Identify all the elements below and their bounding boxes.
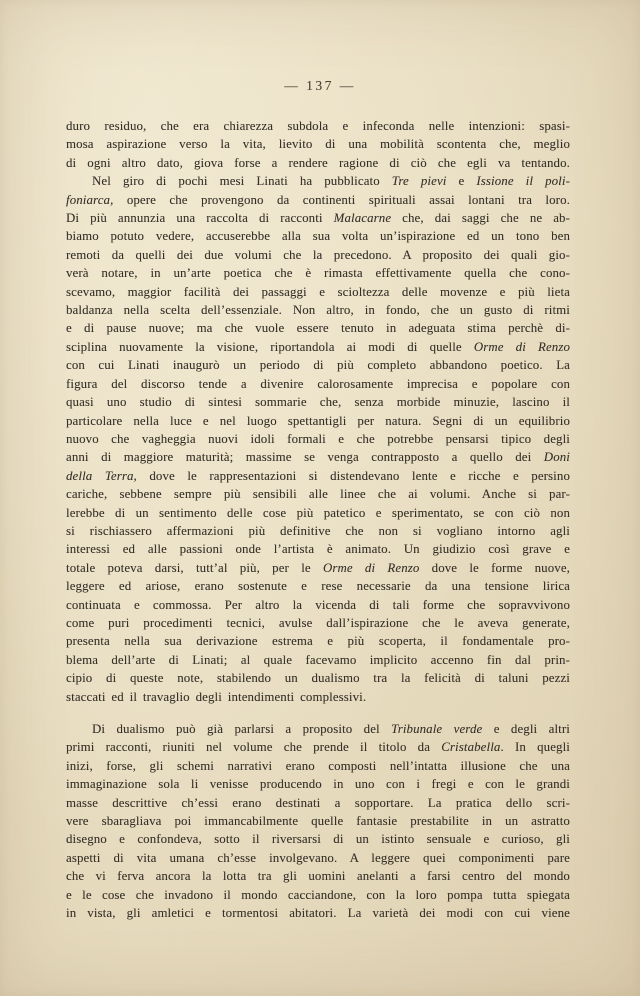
text-segment: sciplina nuovamente la visione, riportandola ai modi di quelle [66, 339, 474, 354]
text-line [66, 448, 570, 466]
text-segment: masse descrittive ch’essi erano destinati a sopportare. La pratica dello scri- [66, 795, 570, 810]
text-line [66, 135, 570, 153]
book-title-italic: Issione il poli- [476, 174, 570, 189]
text-segment: anni di maggiore maturità; massime se venga contrapposto a quello dei [66, 450, 544, 465]
text-segment: vere sbaragliava poi immancabilmente quelle fantasie prestabilite in un astratto [66, 814, 570, 829]
text-segment: inizi, forse, gli schemi narrativi erano composti nell’intatta illusione che una [66, 758, 570, 773]
text-line [66, 467, 570, 485]
text-segment: blema dell’arte di Linati; al quale facevamo implicito accenno fin dal prin- [66, 652, 570, 667]
text-segment: primi racconti, riuniti nel volume che prende il titolo da [66, 740, 442, 755]
text-line [66, 338, 570, 356]
page-number: — 137 — [284, 78, 356, 93]
text-line [66, 632, 570, 650]
text-segment: e di pause nuove; ma che vuole essere tenuto in adeguata stima perchè di- [66, 321, 570, 336]
text-line [66, 117, 570, 135]
text-segment: scevamo, maggior facilità dei passaggi e scioltezza delle movenze e più lieta [66, 284, 570, 299]
text-line [66, 614, 570, 632]
text-line [66, 688, 570, 706]
text-segment: dove le forme nuove, [419, 560, 570, 575]
text-line [66, 867, 570, 885]
book-title-italic: Orme di Renzo [322, 560, 420, 575]
text-line [66, 830, 570, 848]
text-segment: opere che provengono da continenti spirituali assai lontani tra loro. [113, 192, 570, 207]
text-segment: si rischiassero affermazioni più definitive che non si vogliano intorno agli [66, 523, 570, 538]
text-line [66, 283, 570, 301]
text-line [66, 246, 570, 264]
text-block [66, 117, 570, 922]
text-segment: come puri procedimenti tecnici, avulse dall’ispirazione che le aveva generate, [66, 615, 570, 630]
book-title-italic: Tribunale verde [391, 722, 483, 736]
text-line [66, 191, 570, 209]
text-line [66, 812, 570, 830]
text-segment: duro residuo, che era chiarezza subdola e infeconda nelle intenzioni: spasi- [66, 119, 570, 133]
paragraph [66, 172, 570, 706]
text-line [66, 522, 570, 540]
book-title-italic: Orme di Renzo [473, 339, 570, 354]
text-segment: dove le rappresentazioni si distendevano lente e ricche e persino [136, 468, 570, 483]
text-line [66, 886, 570, 904]
text-line [66, 596, 570, 614]
text-segment: che vi ferva ancora la lotta tra gli uomini anelanti a farsi centro del mondo [66, 869, 570, 884]
text-line [66, 559, 570, 577]
text-segment: continuata e commossa. Per altro la vicenda di tali forme che sopravvivono [66, 597, 570, 612]
text-segment: disegno e confondeva, sotto il riversarsi di un istinto sensuale e curioso, gli [66, 832, 570, 847]
text-segment: di ogni altro dato, giova forse a rendere ragione di ciò che egli va tentando. [66, 155, 570, 170]
book-title-italic: Cristabella [441, 740, 501, 755]
text-line [66, 319, 570, 337]
text-segment: mosa aspirazione verso la vita, lievito di una mobilità scontenta che, meglio [66, 137, 570, 152]
text-segment: immaginazione sola li venisse producendo in uno con i fregi e con le grandi [66, 777, 570, 792]
text-segment: particolare nella luce e nel luogo spettantigli per natura. Segni di un equilibrio [66, 413, 570, 428]
text-line [66, 154, 570, 172]
text-segment: in vista, gli amletici e tormentosi abitatori. La varietà dei modi con cui viene [66, 906, 570, 921]
text-segment: aspetti di vita umana ch’esse involgevano. A leggere quei componimenti pare [66, 850, 570, 865]
text-segment: presenta nella sua derivazione estrema e più scoperta, il fondamentale pro- [66, 634, 570, 649]
text-segment: nuovo che vagheggia nuovi idoli formali e che potrebbe pensarsi tipico degli [66, 431, 570, 446]
text-segment: Nel giro di pochi mesi Linati ha pubblicato [92, 174, 392, 189]
text-line [66, 651, 570, 669]
text-line [66, 227, 570, 245]
text-line [66, 540, 570, 558]
text-segment: con cui Linati inaugurò un periodo di più completo abbandono poetico. La [66, 358, 570, 373]
text-segment: e [446, 174, 477, 189]
text-segment: leggere ed ariose, erano sostenute e rese necessarie da una tensione lirica [66, 579, 570, 594]
text-line [66, 577, 570, 595]
text-line [66, 264, 570, 282]
text-segment: Di dualismo può già parlarsi a proposito del [92, 722, 392, 736]
text-segment: lerebbe di un sentimento delle cose più patetico e sperimentato, se con ciò non [66, 505, 570, 520]
text-line [66, 775, 570, 793]
text-segment: interessi ed alle passioni onde l’artista è animato. Un giudizio così grave e [66, 542, 570, 557]
text-line [66, 209, 570, 227]
text-line [66, 356, 570, 374]
text-segment: cipio di queste note, stabilendo un dualismo tra la felicità di taluni pezzi [66, 671, 570, 686]
text-segment: cariche, sebbene sempre più sensibili alle linee che ai volumi. Anche si par- [66, 487, 570, 502]
text-segment: figura del discorso tende a divenire calorosamente imprecisa e popolare con [66, 376, 570, 391]
text-line [66, 393, 570, 411]
book-title-italic: Doni [543, 450, 570, 465]
book-title-italic: foniarca, [66, 192, 114, 207]
text-segment: remoti da quelli dei due volumi che la precedono. A proposito dei quali gio- [66, 247, 570, 262]
text-segment: e le cose che invadono il mondo cacciandone, con la loro pompa tutta spiegata [66, 887, 570, 902]
text-segment: staccati ed il travaglio degli intendimenti complessivi. [66, 689, 367, 704]
text-segment: . In quegli [500, 740, 570, 755]
text-line [66, 849, 570, 867]
text-line [66, 904, 570, 922]
text-line [66, 504, 570, 522]
text-segment: Di più annunzia una raccolta di racconti [66, 211, 334, 226]
text-line [66, 757, 570, 775]
text-line [66, 794, 570, 812]
text-line [66, 738, 570, 756]
text-line [66, 669, 570, 687]
text-segment: baldanza nella scelta dell’essenziale. Non altro, in fondo, che un gusto di ritmi [66, 303, 570, 318]
text-segment: quasi uno studio di sintesi sommarie che, senza morbide minuzie, lascino il [66, 395, 570, 410]
text-line [66, 375, 570, 393]
text-line [66, 485, 570, 503]
text-segment: totale poteva darsi, tutt’al più, per le [66, 560, 323, 575]
text-segment: verà notare, in un’arte poetica che è rimasta effettivamente quella che cono- [66, 266, 570, 281]
book-title-italic: Malacarne [333, 211, 392, 226]
text-line [66, 172, 570, 190]
text-segment: che, dai saggi che ne ab- [391, 211, 570, 226]
text-segment: biamo potuto vedere, accuserebbe alla sua volta un’ispirazione ed un tono ben [66, 229, 570, 244]
paragraph [66, 117, 570, 172]
text-line [66, 430, 570, 448]
text-line [66, 301, 570, 319]
text-line [66, 412, 570, 430]
paragraph [66, 720, 570, 922]
book-title-italic: Tre pievi [391, 174, 447, 189]
text-line [66, 720, 570, 738]
text-segment: e degli altri [482, 722, 570, 736]
book-title-italic: della Terra, [66, 468, 137, 483]
